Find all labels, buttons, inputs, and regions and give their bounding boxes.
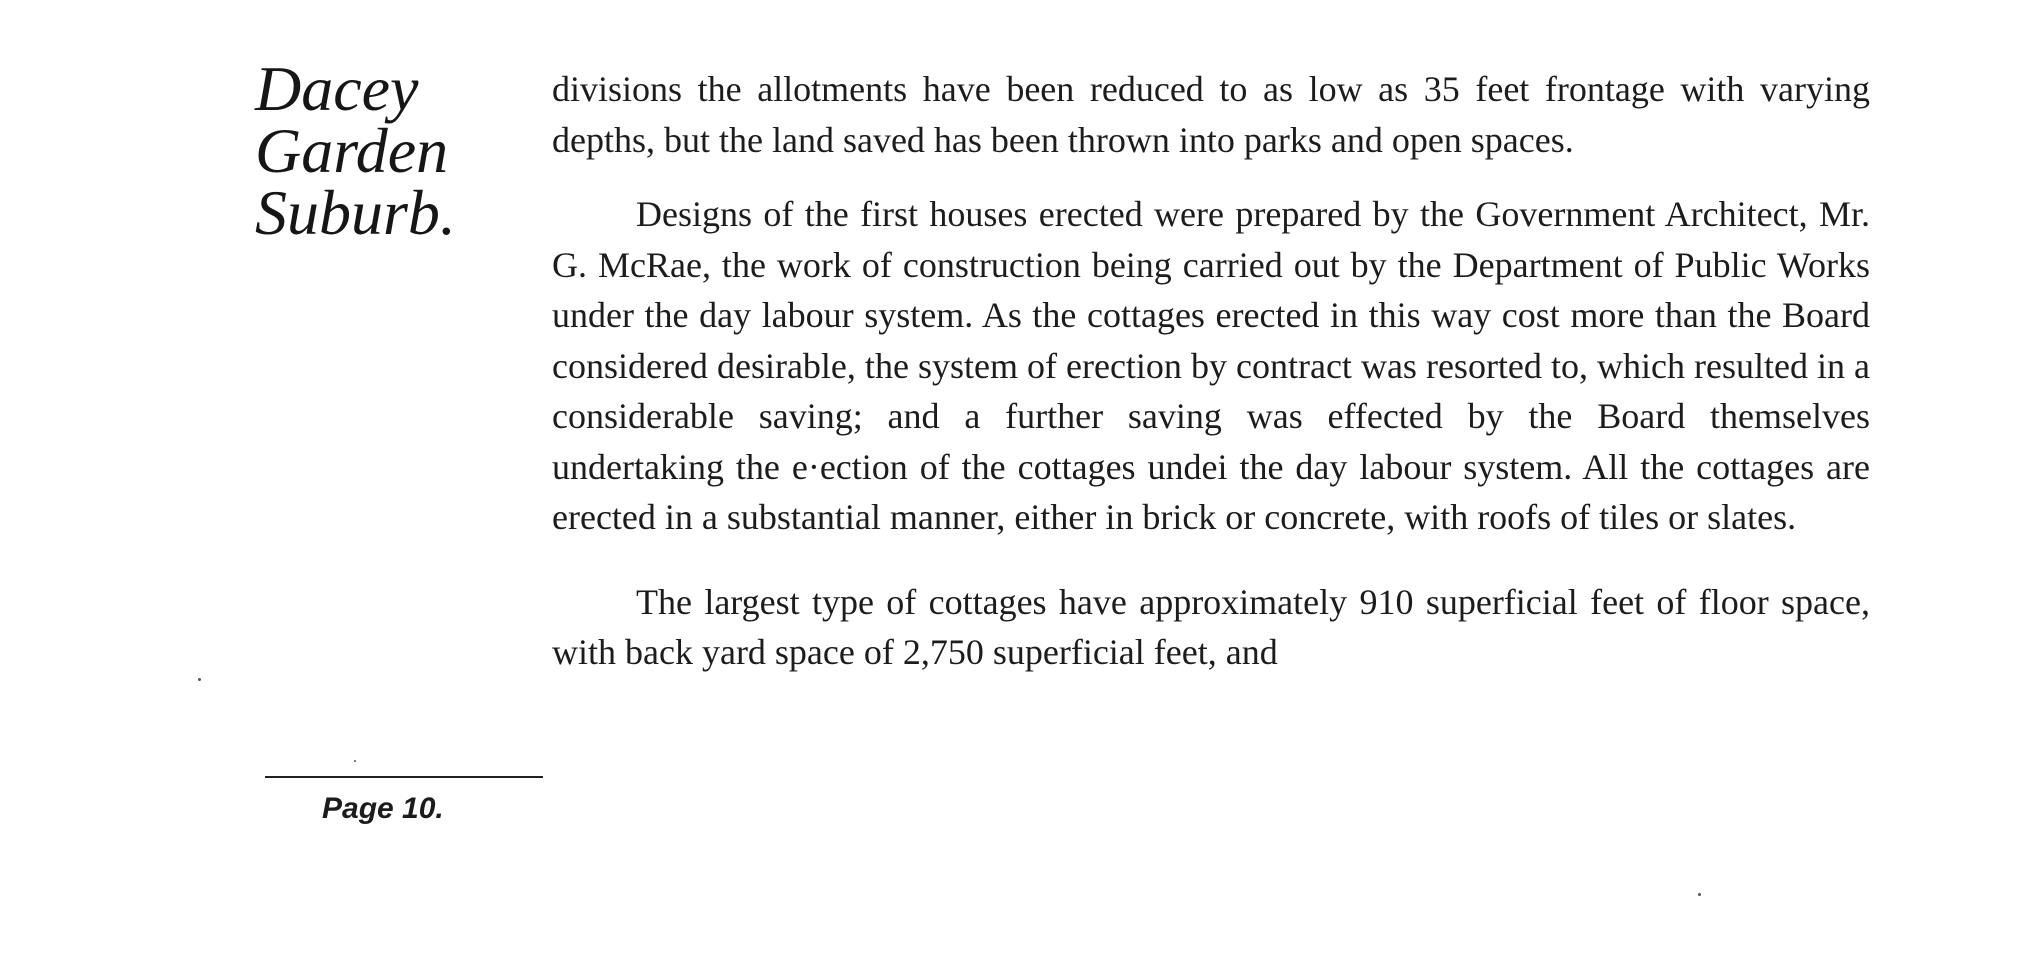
margin-title-line-1: Dacey: [255, 53, 419, 124]
scan-speck: [1698, 893, 1701, 896]
body-text: [552, 64, 1870, 678]
scan-speck: [354, 760, 356, 762]
paragraph-3: The largest type of cottages have approximately 910 superficial feet of floor space, with back yard space of 2,750 superficial feet, and: [552, 581, 1870, 672]
footer-rule: [265, 776, 543, 778]
paragraph-1: divisions the allotments have been reduced to as low as 35 feet frontage with varying depths, but the land saved has been thrown into parks and open spaces.: [552, 69, 1870, 160]
page-number: Page 10.: [322, 792, 444, 825]
margin-title: [255, 53, 515, 248]
margin-title-line-3: Suburb.: [255, 177, 456, 248]
margin-title-line-2: Garden: [255, 115, 449, 186]
paragraph-2: Designs of the first houses erected were prepared by the Government Architect, Mr. G. McRae, the work of construction being carried out by the Department of Public Works under the day labour system. As the cottages erected in this way cost more than the Board considered desirable, the system of erection by contract was resorted to, which resulted in a considerable saving; and a further saving was effected by the Board themselves undertaking the e·ection of the cottages undei the day labour system. All the cottages are erected in a substantial manner, either in brick or concrete, with roofs of tiles or slates.: [552, 194, 1870, 537]
scan-speck: [198, 678, 201, 681]
